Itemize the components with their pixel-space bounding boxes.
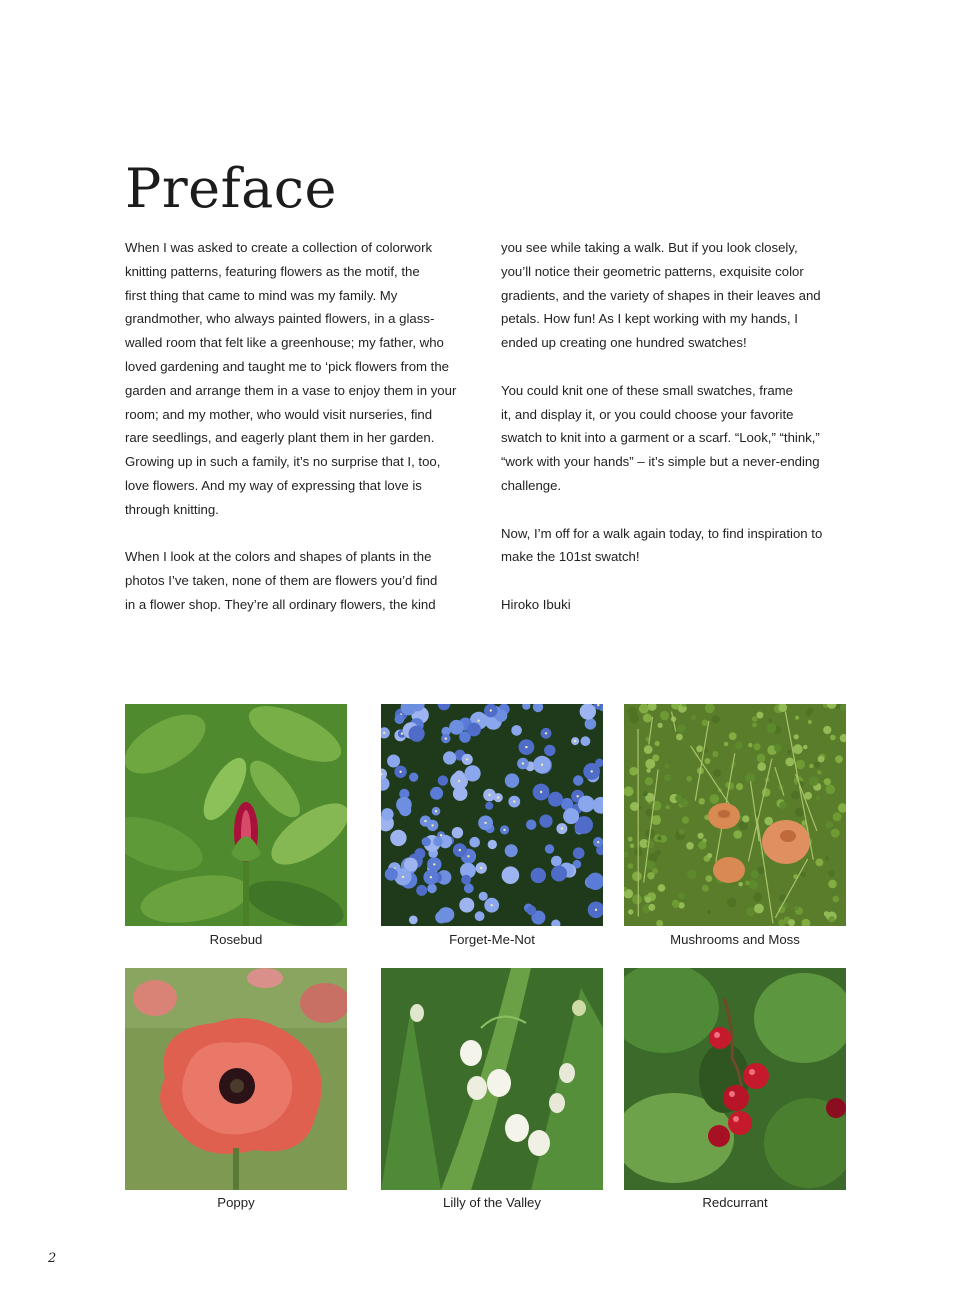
- flower-center: [466, 758, 468, 760]
- moss-tuft: [629, 714, 639, 724]
- moss-tuft: [742, 815, 749, 822]
- flower-petal-cluster: [479, 892, 488, 901]
- moss-tuft: [630, 844, 635, 849]
- flower-center: [458, 780, 460, 782]
- flower-center: [597, 704, 599, 706]
- flower-petal-cluster: [573, 847, 585, 859]
- flower-petal-cluster: [433, 837, 442, 846]
- moss-tuft: [660, 711, 669, 720]
- flower-petal-cluster: [416, 885, 427, 896]
- flower-petal-cluster: [435, 911, 447, 923]
- flower-center: [435, 810, 437, 812]
- flower-center: [401, 733, 403, 735]
- moss-tuft: [686, 842, 694, 850]
- caption-rosebud: Rosebud: [209, 932, 263, 947]
- moss-tuft: [712, 715, 720, 723]
- flower-petal-cluster: [409, 726, 425, 742]
- flower-center: [402, 876, 404, 878]
- moss-tuft: [794, 734, 799, 739]
- moss-tuft: [645, 897, 651, 903]
- moss-tuft: [696, 745, 703, 752]
- photo-rosebud: [125, 704, 347, 926]
- moss-tuft: [643, 714, 652, 723]
- flower-petal-cluster: [580, 704, 596, 720]
- moss-tuft: [735, 742, 743, 750]
- moss-tuft: [643, 791, 648, 796]
- moss-tuft: [705, 758, 711, 764]
- flower-center: [424, 820, 426, 822]
- moss-tuft: [752, 716, 758, 722]
- moss-tuft: [803, 745, 807, 749]
- flower-center: [597, 841, 599, 843]
- lilly-of-the-valley-image: [381, 968, 603, 1190]
- paragraph: When I look at the colors and shapes of plants in the photos I’ve taken, none of them are flowers you’d find in a flower shop. They’re all ordinary flowers, the kind: [125, 549, 438, 612]
- flower-petal-cluster: [469, 837, 480, 848]
- flower-petal-cluster: [395, 714, 405, 724]
- flower-center: [577, 795, 579, 797]
- flower-petal-cluster: [531, 868, 546, 883]
- flower-petal-cluster: [464, 883, 474, 893]
- flower-center: [491, 904, 493, 906]
- flower-petal-cluster: [526, 905, 536, 915]
- moss-tuft: [774, 744, 782, 752]
- moss-tuft: [794, 906, 799, 911]
- moss-tuft: [793, 744, 803, 754]
- moss-tuft: [749, 880, 758, 889]
- flower-center: [467, 855, 469, 857]
- flower-center: [595, 909, 597, 911]
- moss-tuft: [733, 830, 742, 839]
- flower-petal-cluster: [467, 723, 481, 737]
- flower-center: [459, 849, 461, 851]
- photo-lilly-of-the-valley: [381, 968, 603, 1190]
- moss-tuft: [814, 762, 820, 768]
- moss-tuft: [682, 816, 689, 823]
- moss-tuft: [712, 751, 718, 757]
- moss-tuft: [795, 716, 799, 720]
- moss-tuft: [632, 871, 642, 881]
- moss-tuft: [767, 723, 777, 733]
- moss-tuft: [647, 872, 654, 879]
- flower-petal-cluster: [409, 773, 418, 782]
- moss-tuft: [757, 754, 766, 763]
- moss-tuft: [658, 723, 663, 728]
- flower-petal-cluster: [427, 884, 437, 894]
- author-signature: Hiroko Ibuki: [501, 596, 571, 612]
- moss-tuft: [805, 711, 811, 717]
- flower-petal-cluster: [585, 718, 597, 730]
- flower-petal-cluster: [548, 792, 563, 807]
- moss-tuft: [753, 743, 760, 750]
- flower-center: [513, 800, 515, 802]
- moss-tuft: [808, 720, 812, 724]
- moss-tuft: [768, 719, 772, 723]
- flower-center: [591, 770, 593, 772]
- flower-center: [431, 824, 433, 826]
- flower-center: [488, 794, 490, 796]
- moss-tuft: [672, 900, 680, 908]
- flower-petal-cluster: [502, 866, 520, 884]
- moss-tuft: [830, 735, 836, 741]
- flower-petal-cluster: [511, 725, 522, 736]
- flower-petal-cluster: [422, 837, 431, 846]
- flower-center: [480, 867, 482, 869]
- moss-tuft: [646, 768, 650, 772]
- flower-petal-cluster: [465, 765, 481, 781]
- flower-petal-cluster: [526, 820, 536, 830]
- flower-center: [522, 762, 524, 764]
- moss-tuft: [687, 870, 696, 879]
- flower-center: [540, 791, 542, 793]
- moss-tuft: [676, 734, 683, 741]
- flower-petal-cluster: [443, 751, 456, 764]
- moss-tuft: [628, 863, 634, 869]
- moss-tuft: [826, 821, 833, 828]
- flower-petal-cluster: [414, 848, 425, 859]
- moss-tuft: [753, 892, 762, 901]
- flower-petal-cluster: [545, 844, 554, 853]
- page-number: 2: [48, 1251, 57, 1266]
- moss-tuft: [707, 853, 712, 858]
- moss-tuft: [785, 758, 794, 767]
- flower-center: [478, 720, 480, 722]
- flower-petal-cluster: [409, 916, 418, 925]
- paragraph: You could knit one of these small swatches, frame it, and display it, or you could choose your favorite swatch to knit into a garment or a scarf. “Look,” “think,” “work with your hands” – it’s simple but a never-ending challenge.: [501, 382, 820, 493]
- moss-tuft: [691, 715, 696, 720]
- moss-tuft: [646, 861, 655, 870]
- moss-tuft: [757, 762, 766, 771]
- moss-tuft: [657, 836, 661, 840]
- flower-center: [545, 732, 547, 734]
- flower-center: [383, 732, 385, 734]
- flower-petal-cluster: [581, 736, 591, 746]
- photo-mushrooms-and-moss: [624, 704, 846, 926]
- caption-redcurrant: Redcurrant: [702, 1195, 768, 1210]
- moss-tuft: [736, 783, 743, 790]
- flower-petal-cluster: [387, 755, 400, 768]
- flower-petal-cluster: [488, 840, 497, 849]
- moss-tuft: [706, 875, 713, 882]
- moss-tuft: [686, 776, 692, 782]
- moss-tuft: [675, 795, 682, 802]
- preface-column-left: [125, 236, 475, 617]
- moss-tuft: [756, 712, 763, 719]
- page-title: Preface: [125, 157, 337, 220]
- flower-petal-cluster: [461, 875, 471, 885]
- flower-center: [525, 746, 527, 748]
- moss-tuft: [800, 872, 805, 877]
- redcurrant-image: [624, 968, 846, 1190]
- flower-petal-cluster: [449, 720, 464, 735]
- photo-poppy: [125, 968, 347, 1190]
- flower-center: [445, 737, 447, 739]
- flower-center: [484, 822, 486, 824]
- flower-center: [399, 771, 401, 773]
- moss-tuft: [823, 726, 831, 734]
- flower-petal-cluster: [475, 911, 485, 921]
- moss-tuft: [748, 743, 752, 747]
- moss-tuft: [745, 881, 750, 886]
- moss-tuft: [729, 732, 737, 740]
- flower-petal-cluster: [381, 808, 393, 820]
- moss-tuft: [702, 885, 709, 892]
- photo-forget-me-not: [381, 704, 603, 926]
- forget-me-not-image: [381, 704, 603, 926]
- flower-petal-cluster: [539, 815, 552, 828]
- moss-tuft: [833, 896, 840, 903]
- moss-tuft: [817, 770, 821, 774]
- moss-tuft: [764, 817, 773, 826]
- moss-tuft: [809, 776, 819, 786]
- paragraph: Now, I’m off for a walk again today, to find inspiration to make the 101st swatch!: [501, 525, 823, 565]
- flower-center: [561, 827, 563, 829]
- flower-petal-cluster: [452, 827, 463, 838]
- poppy-image: [125, 968, 347, 1190]
- moss-tuft: [666, 805, 670, 809]
- flower-center: [541, 764, 543, 766]
- photo-redcurrant: [624, 968, 846, 1190]
- moss-tuft: [816, 796, 820, 800]
- moss-tuft: [658, 884, 666, 892]
- moss-tuft: [824, 911, 829, 916]
- caption-mushrooms-and-moss: Mushrooms and Moss: [670, 932, 800, 947]
- moss-tuft: [698, 798, 705, 805]
- moss-tuft: [835, 755, 843, 763]
- moss-tuft: [824, 778, 831, 785]
- flower-petal-cluster: [396, 797, 412, 813]
- flower-petal-cluster: [563, 808, 579, 824]
- moss-tuft: [828, 916, 834, 922]
- moss-tuft: [727, 898, 737, 908]
- flower-center: [497, 796, 499, 798]
- moss-tuft: [628, 909, 633, 914]
- moss-tuft: [754, 904, 764, 914]
- flower-petal-cluster: [485, 802, 493, 810]
- caption-poppy: Poppy: [217, 1195, 255, 1210]
- moss-tuft: [828, 880, 837, 889]
- moss-tuft: [632, 894, 642, 904]
- flower-center: [430, 876, 432, 878]
- moss-tuft: [713, 769, 721, 777]
- flower-petal-cluster: [551, 866, 567, 882]
- moss-tuft: [665, 764, 670, 769]
- moss-tuft: [678, 892, 685, 899]
- caption-lilly-of-the-valley: Lilly of the Valley: [443, 1195, 541, 1210]
- moss-tuft: [707, 910, 712, 915]
- moss-tuft: [787, 750, 792, 755]
- flower-petal-cluster: [459, 898, 474, 913]
- preface-column-right: [501, 236, 851, 617]
- moss-tuft: [698, 833, 704, 839]
- moss-tuft: [639, 704, 649, 714]
- moss-tuft: [795, 808, 804, 817]
- moss-tuft: [757, 866, 765, 874]
- moss-tuft: [648, 904, 655, 911]
- moss-tuft: [826, 785, 836, 795]
- moss-tuft: [629, 767, 638, 776]
- flower-center: [490, 709, 492, 711]
- flower-petal-cluster: [385, 868, 398, 881]
- moss-tuft: [796, 760, 805, 769]
- moss-tuft: [831, 829, 840, 838]
- paragraph: When I was asked to create a collection of colorwork knitting patterns, featuring flowers as the motif, the first thing that came to mind was my family. My grandmother, who always painted flowers, in a glass- walled room that felt like a greenhouse; my father, who loved gardening and taught me to ‘pick flowers from the garden and arrange them in a vase to enjoy them in your room; and my mother, who would visit nurseries, find rare seedlings, and eagerly plant them in her garden. Growing up in such a family, it’s no surprise that I, too, love flowers. And my way of expressing that love is through knitting.: [125, 240, 457, 517]
- flower-petal-cluster: [505, 773, 519, 787]
- moss-tuft: [679, 829, 685, 835]
- moss-tuft: [828, 870, 834, 876]
- moss-tuft: [702, 720, 709, 727]
- moss-tuft: [645, 759, 655, 769]
- flower-petal-cluster: [453, 786, 468, 801]
- flower-petal-cluster: [573, 775, 583, 785]
- moss-tuft: [677, 724, 685, 732]
- moss-tuft: [809, 764, 813, 768]
- moss-tuft: [739, 882, 743, 886]
- moss-tuft: [833, 812, 842, 821]
- caption-forget-me-not: Forget-Me-Not: [449, 932, 535, 947]
- moss-tuft: [816, 859, 824, 867]
- moss-tuft: [702, 838, 707, 843]
- moss-tuft: [655, 741, 660, 746]
- flower-petal-cluster: [430, 787, 443, 800]
- flower-center: [433, 863, 435, 865]
- moss-tuft: [779, 801, 787, 809]
- moss-tuft: [628, 837, 633, 842]
- mushrooms-and-moss-image: [624, 704, 846, 926]
- moss-tuft: [645, 777, 653, 785]
- moss-tuft: [664, 774, 671, 781]
- moss-tuft: [745, 773, 755, 783]
- paragraph: you see while taking a walk. But if you look closely, you’ll notice their geometric patterns, exquisite color gradients, and the variety of shapes in their leaves and petals. How fun! As I kept working with my hands, I ended up creating one hundred swatches!: [501, 240, 821, 351]
- moss-tuft: [788, 919, 795, 926]
- flower-petal-cluster: [438, 775, 448, 785]
- flower-petal-cluster: [578, 796, 595, 813]
- moss-tuft: [644, 745, 653, 754]
- flower-center: [574, 740, 576, 742]
- moss-tuft: [818, 756, 825, 763]
- rosebud-image: [125, 704, 347, 926]
- flower-petal-cluster: [551, 856, 562, 867]
- flower-petal-cluster: [390, 830, 406, 846]
- flower-petal-cluster: [575, 820, 588, 833]
- flower-petal-cluster: [544, 745, 555, 756]
- flower-petal-cluster: [505, 844, 518, 857]
- moss-tuft: [724, 742, 729, 747]
- moss-tuft: [825, 856, 829, 860]
- moss-tuft: [710, 794, 719, 803]
- moss-tuft: [791, 791, 800, 800]
- flower-center: [503, 829, 505, 831]
- moss-tuft: [752, 723, 757, 728]
